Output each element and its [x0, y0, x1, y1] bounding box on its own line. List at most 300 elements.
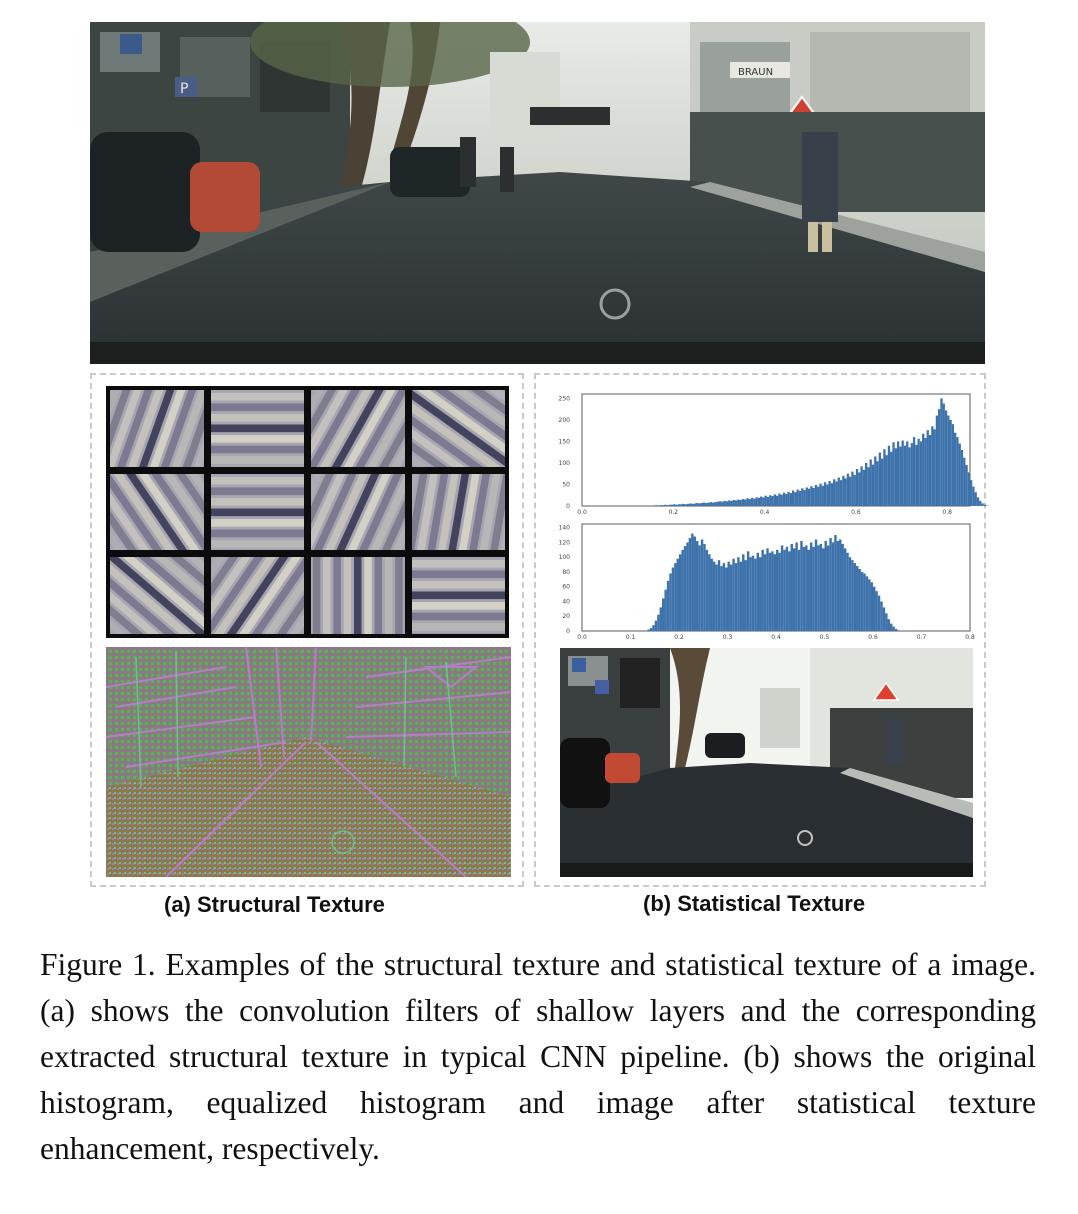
histogram-bar — [911, 443, 913, 506]
histogram-bar — [746, 498, 748, 506]
histogram-bar — [872, 465, 874, 506]
histogram-bar — [774, 554, 776, 631]
histogram-bar — [677, 559, 679, 631]
histogram-bar — [956, 437, 958, 506]
histogram-bar — [849, 477, 851, 506]
histogram-bar — [824, 482, 826, 506]
histogram-bar — [728, 562, 730, 631]
enhanced-street-photo — [560, 648, 973, 877]
histogram-bar — [940, 398, 942, 506]
histogram-bar — [735, 563, 737, 631]
histogram-bar — [742, 499, 744, 506]
y-tick-label: 80 — [562, 568, 570, 576]
histogram-bar — [769, 495, 771, 506]
histogram-bar — [828, 481, 830, 506]
histogram-bar — [778, 494, 780, 506]
y-tick-label: 60 — [562, 583, 570, 591]
histogram-bar — [867, 467, 869, 506]
histogram-bar — [897, 441, 899, 506]
histogram-bar — [680, 504, 682, 506]
histogram-bar — [858, 569, 860, 631]
histogram-bar — [764, 554, 766, 631]
structural-texture-map — [106, 647, 511, 877]
histogram-bar — [721, 502, 723, 506]
histogram-bar — [947, 416, 949, 506]
conv-filter-12 — [412, 557, 506, 634]
histogram-bar — [959, 444, 961, 506]
histogram-bar — [806, 487, 808, 506]
histogram-bar — [833, 479, 835, 506]
histogram-bar — [757, 553, 759, 631]
histogram-bar — [761, 550, 763, 631]
x-tick-label: 0.8 — [965, 634, 975, 641]
histogram-bar — [735, 500, 737, 506]
histogram-bar — [752, 556, 754, 631]
histogram-bar — [825, 541, 827, 631]
histogram-bar — [920, 441, 922, 506]
x-tick-label: 0.5 — [819, 634, 830, 641]
original-street-photo — [90, 22, 985, 364]
histogram-bar — [931, 426, 933, 506]
histogram-bar — [689, 503, 691, 506]
histogram-bar — [703, 503, 705, 506]
histogram-bar — [742, 554, 744, 631]
histogram-bar — [692, 504, 694, 506]
histogram-bar — [776, 550, 778, 631]
histogram-bar — [803, 490, 805, 506]
histogram-bar — [760, 497, 762, 506]
histogram-bar — [975, 492, 977, 506]
histogram-bar — [754, 559, 756, 631]
histogram-bar — [769, 553, 771, 631]
figure-caption — [40, 942, 1036, 1172]
histogram-bar — [868, 579, 870, 631]
histogram-bar — [842, 476, 844, 506]
histogram-bar — [938, 409, 940, 506]
histogram-bar — [954, 433, 956, 506]
histogram-bar — [749, 499, 751, 506]
histogram-bar — [798, 550, 800, 631]
histogram-bar — [673, 504, 675, 506]
conv-filter-11 — [311, 557, 405, 634]
histogram-bar — [694, 503, 696, 506]
histogram-bar — [812, 547, 814, 631]
histogram-bar — [835, 481, 837, 506]
histogram-bar — [717, 502, 719, 506]
histogram-bar — [758, 498, 760, 506]
original-histogram — [548, 388, 976, 518]
y-tick-label: 200 — [558, 416, 570, 424]
y-tick-label: 40 — [562, 598, 570, 606]
histogram-bar — [861, 572, 863, 631]
histogram-bar — [817, 487, 819, 506]
histogram-bar — [744, 560, 746, 631]
histogram-bar — [669, 573, 671, 631]
histogram-bar — [837, 541, 839, 631]
x-tick-label: 0.4 — [759, 509, 770, 516]
conv-filter-9 — [110, 557, 204, 634]
histogram-bar — [895, 629, 897, 631]
conv-filter-3 — [311, 390, 405, 467]
y-tick-label: 20 — [562, 613, 570, 621]
histogram-bar — [860, 466, 862, 506]
histogram-bar — [726, 501, 728, 506]
histogram-bar — [839, 539, 841, 631]
histogram-bar — [870, 459, 872, 506]
histogram-bar — [827, 545, 829, 631]
histogram-bar — [805, 545, 807, 631]
histogram-bar — [918, 439, 920, 506]
histogram-bar — [685, 504, 687, 506]
histogram-bar — [652, 625, 654, 631]
histogram-bar — [696, 541, 698, 631]
histogram-bar — [808, 489, 810, 506]
histogram-bar — [851, 560, 853, 631]
histogram-bar — [698, 545, 700, 631]
histogram-bar — [749, 557, 751, 631]
x-tick-label: 0.7 — [916, 634, 927, 641]
histogram-bar — [808, 550, 810, 631]
histogram-bar — [890, 624, 892, 631]
histogram-bar — [788, 551, 790, 631]
histogram-bar — [786, 547, 788, 631]
histogram-bar — [865, 463, 867, 506]
histogram-bar — [730, 565, 732, 631]
histogram-bar — [710, 502, 712, 506]
histogram-bar — [886, 455, 888, 506]
histogram-bar — [927, 430, 929, 506]
histogram-bar — [737, 500, 739, 506]
histogram-bar — [885, 613, 887, 631]
histogram-bar — [817, 545, 819, 631]
equalized-histogram — [548, 518, 976, 643]
histogram-bar — [895, 448, 897, 506]
histogram-bar — [908, 447, 910, 506]
histogram-bar — [660, 607, 662, 631]
histogram-bar — [815, 539, 817, 631]
histogram-bar — [854, 563, 856, 631]
x-tick-label: 0.3 — [722, 634, 733, 641]
histogram-bar — [759, 557, 761, 631]
histogram-bar — [883, 449, 885, 506]
histogram-bar — [725, 568, 727, 631]
store-sign: BRAUN — [738, 67, 774, 78]
histogram-bar — [666, 505, 668, 506]
histogram-bar — [856, 469, 858, 506]
histogram-bar — [740, 562, 742, 631]
histogram-bar — [719, 501, 721, 506]
histogram-bar — [897, 630, 899, 631]
histogram-bar — [878, 596, 880, 631]
y-tick-label: 250 — [558, 395, 570, 403]
histogram-bar — [684, 546, 686, 631]
histogram-bar — [776, 496, 778, 506]
histogram-bar — [681, 550, 683, 631]
histogram-bar — [655, 505, 657, 506]
histogram-bar — [785, 494, 787, 506]
histogram-bar — [728, 500, 730, 506]
parking-sign: P — [180, 81, 189, 97]
histogram-bar — [720, 566, 722, 631]
histogram-bar — [771, 551, 773, 631]
histogram-bar — [902, 441, 904, 506]
histogram-bar — [732, 559, 734, 631]
histogram-bar — [671, 505, 673, 506]
x-tick-label: 0.4 — [771, 634, 781, 641]
histogram-bar — [963, 458, 965, 506]
histogram-bar — [718, 560, 720, 631]
histogram-bar — [961, 450, 963, 506]
histogram-bar — [790, 493, 792, 506]
histogram-bar — [781, 545, 783, 631]
histogram-bar — [737, 557, 739, 631]
histogram-bar — [803, 547, 805, 631]
histogram-bar — [810, 542, 812, 631]
histogram-bar — [904, 446, 906, 506]
histogram-bar — [753, 499, 755, 506]
histogram-bar — [863, 470, 865, 506]
histogram-bar — [708, 554, 710, 631]
conv-filter-1 — [110, 390, 204, 467]
histogram-bar — [892, 627, 894, 631]
histogram-bar — [751, 498, 753, 506]
histogram-bar — [715, 565, 717, 631]
histogram-bar — [847, 474, 849, 506]
histogram-bar — [755, 497, 757, 506]
histogram-bar — [739, 500, 741, 506]
conv-filter-5 — [110, 474, 204, 551]
histogram-bar — [952, 424, 954, 506]
y-tick-label: 0 — [566, 503, 570, 510]
histogram-bar — [913, 437, 915, 506]
conv-filter-8 — [412, 474, 506, 551]
x-tick-label: 0.6 — [851, 509, 861, 516]
histogram-bar — [778, 553, 780, 631]
histogram-bar — [832, 542, 834, 631]
histogram-bar — [977, 497, 979, 506]
histogram-bar — [881, 459, 883, 506]
histogram-bar — [906, 441, 908, 506]
x-tick-label: 0.1 — [625, 634, 636, 641]
x-tick-label: 0.6 — [868, 634, 878, 641]
histogram-bar — [730, 501, 732, 506]
histogram-bar — [712, 503, 714, 506]
histogram-bar — [875, 591, 877, 631]
histogram-bar — [674, 563, 676, 631]
histogram-bar — [831, 483, 833, 506]
histogram-bar — [854, 475, 856, 506]
histogram-bar — [813, 488, 815, 506]
histogram-bar — [714, 502, 716, 506]
histogram-bar — [874, 456, 876, 506]
histogram-bar — [866, 576, 868, 631]
y-tick-label: 100 — [558, 554, 570, 562]
y-tick-label: 120 — [558, 539, 570, 547]
histogram-bar — [682, 504, 684, 506]
histogram-bar — [657, 615, 659, 631]
histogram-bar — [705, 503, 707, 506]
histogram-bar — [922, 434, 924, 506]
histogram-bar — [899, 447, 901, 506]
histogram-bar — [687, 504, 689, 506]
histogram-bar — [863, 573, 865, 631]
histogram-bar — [846, 553, 848, 631]
histogram-bar — [873, 587, 875, 631]
histogram-bar — [810, 486, 812, 506]
histogram-bar — [701, 539, 703, 631]
histogram-bar — [686, 542, 688, 631]
histogram-bar — [664, 590, 666, 631]
histogram-bar — [972, 487, 974, 506]
histogram-bar — [689, 538, 691, 631]
histogram-bar — [815, 485, 817, 506]
conv-filter-7 — [311, 474, 405, 551]
histogram-bar — [664, 505, 666, 506]
subcaption-structural: (a) Structural Texture — [164, 892, 385, 917]
histogram-bar — [838, 478, 840, 506]
histogram-bar — [672, 568, 674, 631]
histogram-bar — [766, 548, 768, 631]
x-tick-label: 0.2 — [674, 634, 684, 641]
histogram-bar — [984, 505, 986, 506]
histogram-bar — [929, 435, 931, 506]
histogram-bar — [696, 503, 698, 506]
histogram-bar — [771, 496, 773, 506]
histogram-bar — [655, 621, 657, 631]
x-tick-label: 0.2 — [668, 509, 679, 516]
histogram-bar — [698, 503, 700, 506]
histogram-bar — [711, 559, 713, 631]
histogram-bar — [767, 497, 769, 506]
histogram-bar — [691, 534, 693, 631]
histogram-bar — [647, 630, 649, 631]
histogram-bar — [822, 548, 824, 631]
histogram-bar — [933, 429, 935, 506]
histogram-bar — [826, 484, 828, 506]
histogram-bar — [849, 557, 851, 631]
histogram-bar — [662, 599, 664, 631]
histogram-bar — [880, 601, 882, 631]
subcaption-statistical: (b) Statistical Texture — [643, 891, 866, 916]
histogram-bar — [979, 501, 981, 506]
histogram-bar — [744, 500, 746, 506]
histogram-bar — [801, 488, 803, 506]
histogram-bar — [876, 461, 878, 506]
histogram-bar — [883, 607, 885, 631]
histogram-bar — [981, 503, 983, 506]
histogram-bar — [783, 493, 785, 506]
conv-filter-4 — [412, 390, 506, 467]
y-tick-label: 50 — [562, 481, 570, 489]
histogram-bar — [662, 505, 664, 506]
histogram-bar — [949, 420, 951, 506]
histogram-bar — [915, 445, 917, 506]
histogram-bar — [708, 503, 710, 506]
histogram-bar — [713, 562, 715, 631]
histogram-bar — [819, 484, 821, 506]
histogram-bar — [650, 628, 652, 631]
histogram-bar — [834, 535, 836, 631]
histogram-bar — [797, 490, 799, 506]
histogram-bar — [791, 544, 793, 631]
y-tick-label: 140 — [558, 524, 570, 532]
histogram-bar — [800, 541, 802, 631]
histogram-bar — [694, 537, 696, 631]
histogram-bar — [669, 505, 671, 506]
histogram-bar — [945, 410, 947, 506]
histogram-bar — [943, 403, 945, 506]
histogram-bar — [879, 453, 881, 506]
histogram-bar — [840, 480, 842, 506]
histogram-bar — [888, 619, 890, 631]
histogram-bar — [844, 548, 846, 631]
histogram-bar — [783, 550, 785, 631]
histogram-bar — [762, 497, 764, 506]
histogram-bar — [965, 465, 967, 506]
histogram-bar — [706, 550, 708, 631]
histogram-bar — [820, 544, 822, 631]
histogram-bar — [890, 452, 892, 506]
histogram-bar — [765, 496, 767, 506]
histogram-bar — [795, 542, 797, 631]
histogram-bar — [676, 505, 678, 506]
figure-caption-text: Examples of the structural texture and statistical texture of a image. (a) shows the convolution filters of shallow layers and the corresponding extracted structural texture in typical CNN pipeline. (b) shows the original histogram, equalized histogram and image after statistical texture enhancement, respectively. — [40, 947, 1036, 1166]
y-tick-label: 0 — [566, 628, 570, 635]
histogram-bar — [793, 548, 795, 631]
histogram-bar — [829, 538, 831, 631]
histogram-bar — [822, 486, 824, 506]
histogram-bar — [781, 495, 783, 506]
histogram-bar — [787, 492, 789, 506]
histogram-bar — [733, 500, 735, 506]
histogram-bar — [888, 446, 890, 506]
histogram-bar — [936, 416, 938, 506]
x-tick-label: 0.0 — [577, 509, 587, 516]
conv-filter-10 — [211, 557, 305, 634]
x-tick-label: 0.8 — [942, 509, 952, 516]
figure-label: Figure 1. — [40, 947, 156, 982]
histogram-bar — [794, 492, 796, 506]
histogram-bar — [970, 480, 972, 506]
histogram-bar — [924, 438, 926, 506]
histogram-bar — [703, 544, 705, 631]
histogram-bar — [723, 563, 725, 631]
histogram-bar — [774, 494, 776, 506]
y-tick-label: 150 — [558, 438, 570, 446]
histogram-bar — [792, 490, 794, 506]
histogram-bar — [701, 503, 703, 506]
histogram-bar — [679, 554, 681, 631]
y-tick-label: 100 — [558, 459, 570, 467]
histogram-bar — [678, 504, 680, 506]
histogram-bar — [667, 581, 669, 631]
histogram-bar — [968, 472, 970, 506]
histogram-bar — [724, 501, 726, 506]
histogram-bar — [858, 472, 860, 506]
conv-filter-6 — [211, 474, 305, 551]
histogram-bar — [871, 582, 873, 631]
conv-filter-2 — [211, 390, 305, 467]
histogram-bar — [841, 544, 843, 631]
histogram-bar — [892, 442, 894, 506]
x-tick-label: 0.0 — [577, 634, 587, 641]
histogram-bar — [844, 478, 846, 506]
histogram-bar — [799, 491, 801, 506]
convolution-filter-grid — [106, 386, 509, 638]
histogram-bar — [856, 566, 858, 631]
histogram-bar — [851, 472, 853, 506]
histogram-bar — [747, 551, 749, 631]
